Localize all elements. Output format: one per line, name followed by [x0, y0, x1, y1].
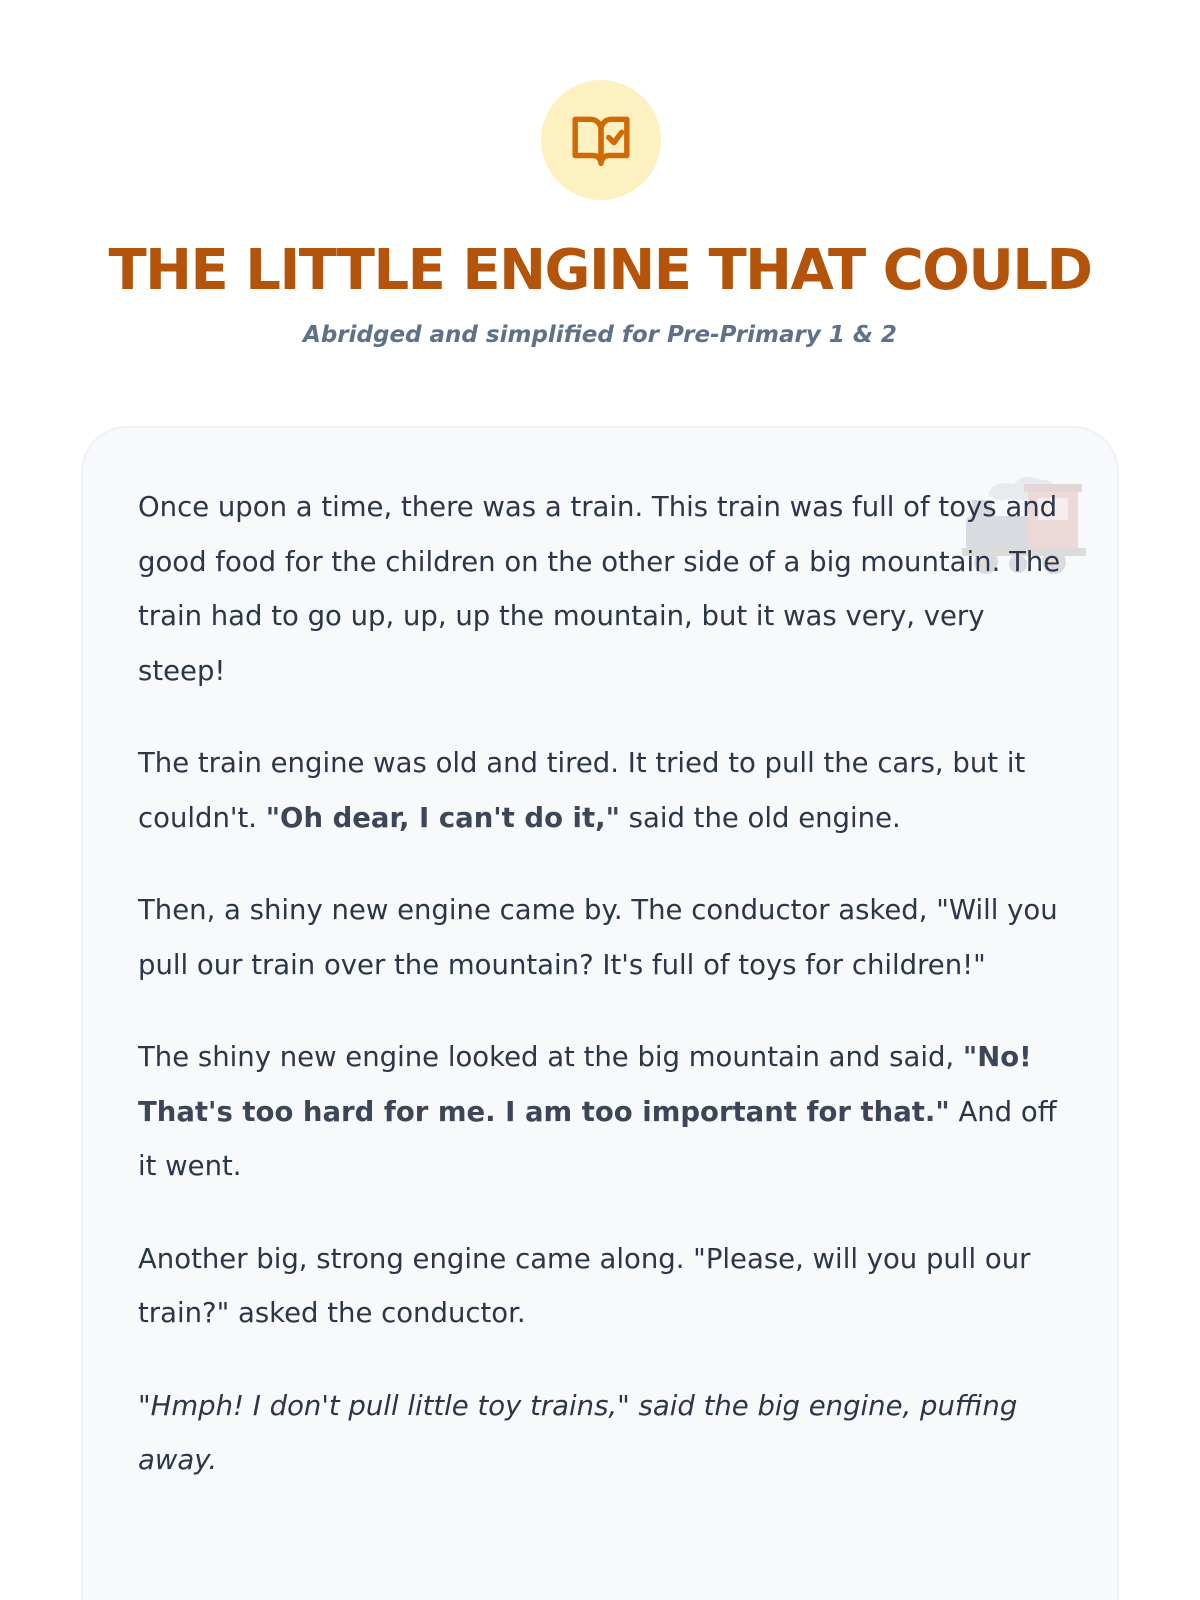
paragraph-text: And off it went. — [138, 1095, 1057, 1182]
shiny-engine-quote: "No! That's too hard for me. I am too important for that." — [138, 1041, 1032, 1128]
story-paragraph-6 — [138, 1379, 1078, 1488]
story-paragraph-4 — [138, 1030, 1078, 1194]
paragraph-text: The shiny new engine looked at the big mountain and said, — [138, 1041, 963, 1073]
paragraph-text: said the old engine. — [619, 801, 901, 834]
paragraph-text: The train engine was old and tired. It tried to pull the cars, but it couldn't. — [138, 747, 1026, 834]
icon-badge — [541, 80, 661, 200]
story-paragraph-3: Then, a shiny new engine came by. The conductor asked, "Will you pull our train over the mountain? It's full of toys for children!" — [138, 894, 1058, 981]
story-paragraph-2 — [138, 736, 1078, 845]
story-paragraph-1: Once upon a time, there was a train. This train was full of toys and good food for the children on the other side of a big mountain. The train had to go up, up, up the mountain, but it was very, very steep! — [138, 491, 1061, 687]
page-title: THE LITTLE ENGINE THAT COULD — [108, 238, 1092, 303]
story-text — [138, 480, 1078, 1526]
page-subtitle: Abridged and simplified for Pre-Primary 1 & 2 — [303, 322, 897, 348]
big-engine-quote: "Hmph! I don't pull little toy trains," said the big engine, puffing away. — [138, 1389, 1018, 1476]
story-paragraph-5: Another big, strong engine came along. "Please, will you pull our train?" asked the conductor. — [138, 1242, 1031, 1329]
old-engine-quote: "Oh dear, I can't do it," — [265, 801, 620, 834]
book-check-icon — [570, 109, 632, 171]
